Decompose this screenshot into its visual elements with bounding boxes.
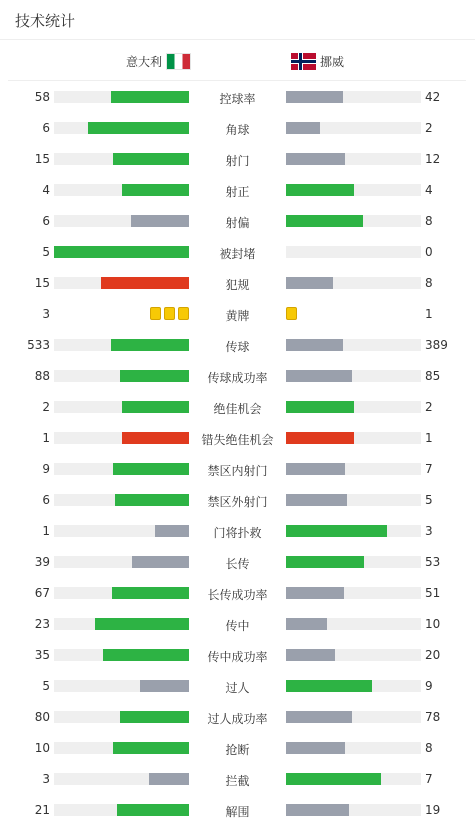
yellow-card-icon [150,307,161,320]
home-bar [112,587,189,599]
away-bar-track [286,246,421,258]
away-value: 53 [425,555,441,569]
stat-label: 射偏 [225,216,250,230]
away-bar [286,122,320,134]
home-bar-track [54,215,189,227]
home-bar-track [54,556,189,568]
home-bar [132,556,189,568]
stat-label: 绝佳机会 [213,402,262,416]
away-bar-track [286,556,421,568]
away-bar [286,339,343,351]
stat-label: 过人成功率 [207,712,268,726]
teams-header [8,41,466,81]
away-bar-track [286,525,421,537]
home-cards [150,307,189,320]
stat-row [0,515,475,546]
yellow-card-icon [164,307,175,320]
home-bar-track [54,742,189,754]
stat-row [0,236,475,267]
home-bar-track [54,401,189,413]
away-value: 2 [425,400,433,414]
away-bar [286,525,387,537]
stat-row [0,298,475,329]
away-bar [286,277,333,289]
home-value: 9 [42,462,50,476]
home-value: 5 [42,245,50,259]
stat-row [0,174,475,205]
stat-label: 禁区外射门 [207,495,268,509]
home-bar-track [54,339,189,351]
away-bar-track [286,339,421,351]
away-value: 10 [425,617,441,631]
stat-label: 禁区内射门 [207,464,268,478]
home-value: 3 [42,307,50,321]
home-value: 21 [34,803,50,817]
stat-row [0,670,475,701]
stat-row [0,484,475,515]
away-bar-track [286,804,421,816]
home-bar [149,773,190,785]
stat-row [0,608,475,639]
stat-label: 过人 [225,681,250,695]
home-bar-track [54,804,189,816]
stat-label: 长传成功率 [207,588,268,602]
stat-row [0,267,475,298]
away-bar [286,587,344,599]
home-bar [120,370,189,382]
away-bar [286,432,354,444]
home-value: 1 [42,431,50,445]
away-value: 85 [425,369,441,383]
home-value: 67 [34,586,50,600]
away-bar [286,215,363,227]
stat-row [0,453,475,484]
stat-row [0,732,475,763]
home-value: 15 [34,152,50,166]
header [0,0,475,40]
away-bar-track [286,773,421,785]
away-value: 51 [425,586,441,600]
home-bar [54,246,189,258]
stat-label: 错失绝佳机会 [201,433,274,447]
home-bar [115,494,189,506]
away-value: 7 [425,462,433,476]
home-bar [95,618,190,630]
italy-flag-icon [166,53,191,70]
stat-label: 传球成功率 [207,371,268,385]
home-bar [113,153,189,165]
home-bar [101,277,189,289]
home-bar-track [54,370,189,382]
stat-label: 射门 [225,154,250,168]
home-bar-track [54,680,189,692]
away-bar-track [286,742,421,754]
stat-label: 长传 [225,557,250,571]
home-value: 58 [34,90,50,104]
home-bar-track [54,122,189,134]
away-team-name: 挪威 [320,54,345,69]
home-bar-track [54,618,189,630]
away-bar [286,773,381,785]
stat-row [0,329,475,360]
stat-row [0,794,475,825]
home-bar [111,339,189,351]
away-bar-track [286,277,421,289]
stat-row [0,112,475,143]
yellow-card-icon [178,307,189,320]
away-value: 2 [425,121,433,135]
home-bar-track [54,711,189,723]
away-value: 19 [425,803,441,817]
stat-label: 传中成功率 [207,650,268,664]
away-value: 5 [425,493,433,507]
away-bar [286,680,372,692]
home-bar [113,742,189,754]
away-bar-track [286,122,421,134]
stat-label: 解围 [225,805,250,819]
away-value: 9 [425,679,433,693]
away-bar-track [286,153,421,165]
home-bar [155,525,189,537]
home-value: 6 [42,493,50,507]
away-value: 8 [425,214,433,228]
home-bar-track [54,463,189,475]
yellow-card-icon [286,307,297,320]
home-value: 1 [42,524,50,538]
stat-row [0,205,475,236]
stat-label: 射正 [225,185,250,199]
stats-list [0,81,475,825]
home-team-name: 意大利 [125,54,162,69]
stat-row [0,391,475,422]
away-bar-track [286,184,421,196]
norway-flag-icon [291,53,316,70]
stat-label: 传球 [225,340,250,354]
away-value: 4 [425,183,433,197]
away-bar [286,184,354,196]
away-value: 20 [425,648,441,662]
home-bar-track [54,184,189,196]
home-bar [122,184,190,196]
away-bar [286,742,345,754]
home-bar [131,215,189,227]
home-value: 3 [42,772,50,786]
stat-label: 传中 [225,619,250,633]
home-bar-track [54,432,189,444]
away-bar-track [286,711,421,723]
home-bar [111,91,189,103]
stat-row [0,763,475,794]
stat-row [0,143,475,174]
away-bar-track [286,618,421,630]
home-value: 10 [34,741,50,755]
away-team[interactable] [291,52,344,70]
home-bar-track [54,91,189,103]
away-bar [286,91,343,103]
away-bar-track [286,587,421,599]
home-bar [117,804,189,816]
away-cards [286,307,297,320]
away-bar-track [286,463,421,475]
stat-row [0,701,475,732]
away-value: 78 [425,710,441,724]
home-bar [103,649,189,661]
home-value: 15 [34,276,50,290]
away-bar [286,153,345,165]
stat-label: 黄牌 [225,309,250,323]
stat-row [0,546,475,577]
away-bar [286,618,327,630]
home-value: 4 [42,183,50,197]
home-value: 35 [34,648,50,662]
away-value: 3 [425,524,433,538]
page-title: 技术统计 [15,12,76,30]
away-bar [286,649,335,661]
stat-label: 拦截 [225,774,250,788]
away-bar [286,401,354,413]
away-value: 1 [425,431,433,445]
away-bar-track [286,649,421,661]
home-value: 2 [42,400,50,414]
stat-row [0,577,475,608]
home-value: 5 [42,679,50,693]
home-value: 80 [34,710,50,724]
home-bar [113,463,189,475]
away-bar-track [286,215,421,227]
stat-label: 被封堵 [219,247,256,261]
home-bar [140,680,189,692]
away-value: 12 [425,152,441,166]
away-bar [286,556,364,568]
home-value: 533 [27,338,50,352]
home-bar-track [54,153,189,165]
away-value: 8 [425,741,433,755]
home-bar [122,401,190,413]
home-bar-track [54,649,189,661]
home-team[interactable] [126,52,191,70]
home-value: 6 [42,214,50,228]
away-value: 42 [425,90,441,104]
stat-label: 门将扑救 [213,526,262,540]
away-bar [286,370,352,382]
away-value: 8 [425,276,433,290]
away-bar [286,494,347,506]
home-bar-track [54,587,189,599]
home-value: 39 [34,555,50,569]
away-value: 1 [425,307,433,321]
stat-label: 角球 [225,123,250,137]
away-value: 7 [425,772,433,786]
away-bar-track [286,494,421,506]
away-bar-track [286,370,421,382]
away-value: 389 [425,338,448,352]
away-bar [286,711,352,723]
home-bar-track [54,277,189,289]
home-value: 23 [34,617,50,631]
stat-row [0,422,475,453]
stat-row [0,81,475,112]
stat-row [0,639,475,670]
away-value: 0 [425,245,433,259]
home-bar [122,432,190,444]
away-bar-track [286,432,421,444]
home-bar-track [54,246,189,258]
home-bar [88,122,189,134]
home-bar-track [54,494,189,506]
home-bar-track [54,773,189,785]
away-bar [286,804,349,816]
stat-row [0,360,475,391]
stat-label: 控球率 [219,92,256,106]
away-bar-track [286,401,421,413]
home-value: 88 [34,369,50,383]
away-bar-track [286,680,421,692]
home-value: 6 [42,121,50,135]
away-bar-track [286,91,421,103]
away-bar [286,463,345,475]
stat-label: 犯规 [225,278,250,292]
home-bar-track [54,525,189,537]
stat-label: 抢断 [225,743,250,757]
home-bar [120,711,189,723]
